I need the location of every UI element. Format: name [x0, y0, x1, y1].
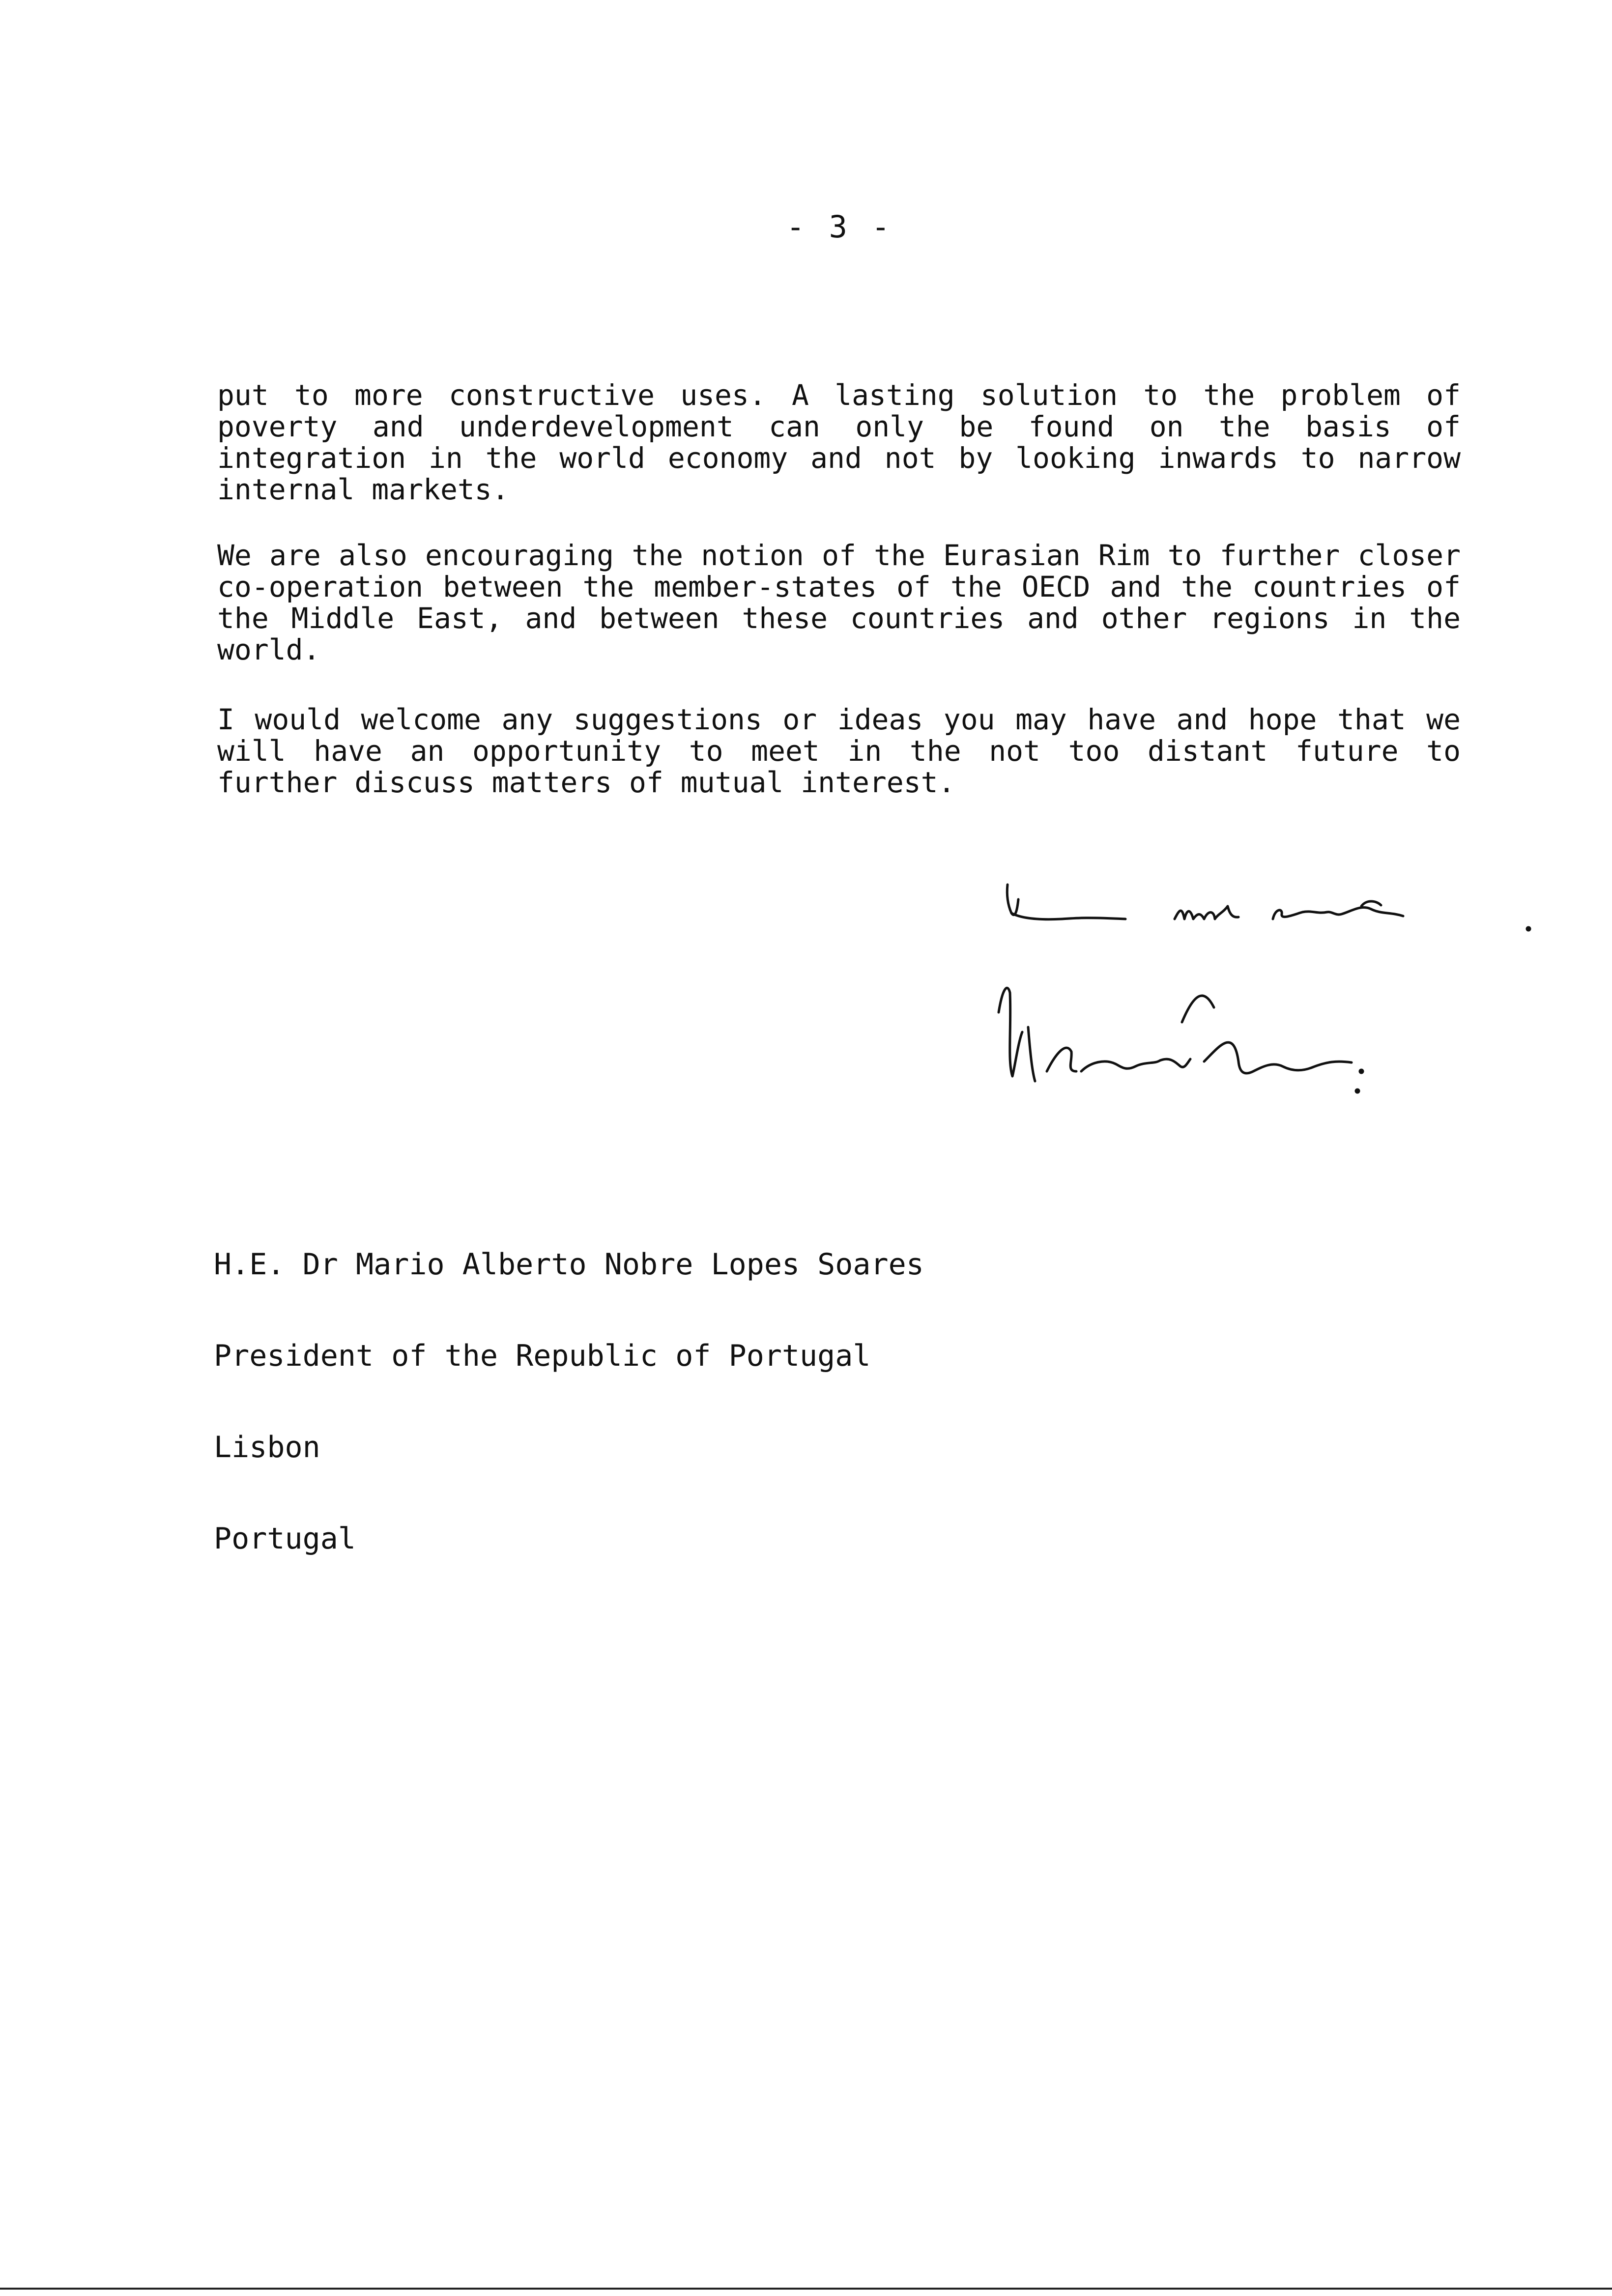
address-line-city: Lisbon	[214, 1430, 320, 1464]
address-line-name: H.E. Dr Mario Alberto Nobre Lopes Soares	[214, 1247, 924, 1282]
handwritten-signature	[988, 865, 1597, 1179]
page-number: - 3 -	[786, 209, 893, 245]
body-paragraph-1: put to more constructive uses. A lasting solution to the problem of poverty and underdevelopment can only be found on the basis of integration in the world economy and not by looking inwards to narrow internal markets.	[217, 378, 1461, 506]
recipient-address	[214, 1188, 924, 1584]
address-line-country: Portugal	[214, 1521, 356, 1556]
address-line-title: President of the Republic of Portugal	[214, 1339, 871, 1373]
handwritten-valediction	[1007, 885, 1530, 930]
bottom-rule	[0, 2288, 1612, 2290]
body-paragraph-3: I would welcome any suggestions or ideas you may have and hope that we will have an opportunity to meet in the not too distant future to further discuss matters of mutual interest.	[217, 703, 1461, 799]
signature-scrawl	[999, 988, 1363, 1092]
body-paragraph-2: We are also encouraging the notion of the Eurasian Rim to further closer co-operation between the member-states of the OECD and the countries of the Middle East, and between these countries and other regions in the world.	[217, 539, 1461, 666]
